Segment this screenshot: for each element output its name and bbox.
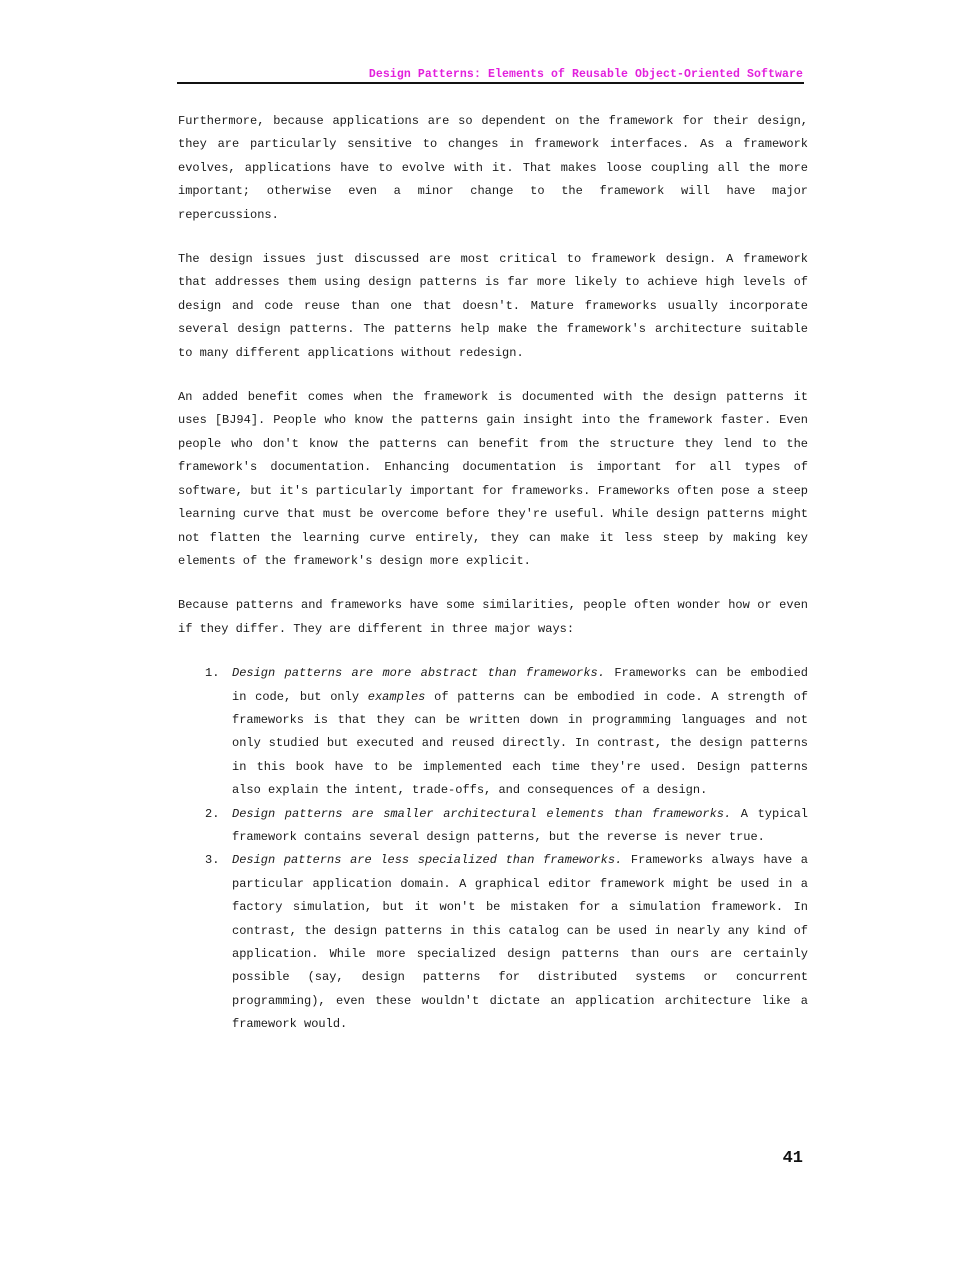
running-header xyxy=(177,64,804,84)
page-number: 41 xyxy=(782,1149,803,1168)
page-body xyxy=(178,110,808,1037)
list-item-emphasis: examples xyxy=(367,689,426,704)
list-item-lead: Design patterns are more abstract than frameworks. xyxy=(232,666,605,681)
list-item-text: A typical framework contains several design patterns, but the reverse is never true. xyxy=(232,806,808,844)
paragraph-4: Because patterns and frameworks have some similarities, people often wonder how or even if they differ. They are different in three major ways: xyxy=(178,598,808,636)
paragraph-1: Furthermore, because applications are so dependent on the framework for their design, they are particularly sensitive to changes in framework interfaces. As a framework evolves, applications have to evolve with it. That makes loose coupling all the more important; otherwise even a minor change to the framework will have major repercussions. xyxy=(178,114,808,222)
list-number: 3. xyxy=(205,853,220,868)
list-item-text: of patterns can be embodied in code. A strength of frameworks is that they can be written down in programming languages and not only studied but executed and reused directly. In contrast, the design patterns in this book have to be implemented each time they're used. Design patterns also explain the intent, trade-offs, and consequences of a design. xyxy=(232,689,808,798)
list-item-lead: Design patterns are smaller architectural elements than frameworks. xyxy=(232,806,732,821)
list-item xyxy=(178,662,808,802)
paragraph-3: An added benefit comes when the framework is documented with the design patterns it uses [BJ94]. People who know the patterns gain insight into the framework faster. Even people who don't know the patterns can benefit from the structure they lend to the framework's documentation. Enhancing documentation is important for all types of software, but it's particularly important for frameworks. Frameworks often pose a steep learning curve that must be overcome before they're useful. While design patterns might not flatten the learning curve entirely, they can make it less steep by making key elements of the framework's design more explicit. xyxy=(178,390,808,568)
differences-list xyxy=(178,662,808,1037)
list-item-text: Frameworks can be embodied in code, but only xyxy=(232,666,809,704)
list-number: 1. xyxy=(205,666,220,681)
book-title: Design Patterns: Elements of Reusable Object-Oriented Software xyxy=(368,68,803,81)
list-item xyxy=(178,803,808,850)
list-item-text: Frameworks always have a particular application domain. A graphical editor framework might be used in a factory simulation, but it won't be mistaken for a simulation framework. In contrast, the design patterns in this catalog can be used in nearly any kind of application. While more specialized design patterns than ours are certainly possible (say, design patterns for distributed systems or concurrent programming), even these wouldn't dictate an application architecture like a framework would. xyxy=(232,853,808,1032)
list-number: 2. xyxy=(205,806,220,821)
paragraph-2: The design issues just discussed are most critical to framework design. A framework that addresses them using design patterns is far more likely to achieve high levels of design and code reuse than one that doesn't. Mature frameworks usually incorporate several design patterns. The patterns help make the framework's architecture suitable to many different applications without redesign. xyxy=(178,252,808,360)
list-item-lead: Design patterns are less specialized than frameworks. xyxy=(232,853,623,868)
list-item xyxy=(178,849,808,1036)
